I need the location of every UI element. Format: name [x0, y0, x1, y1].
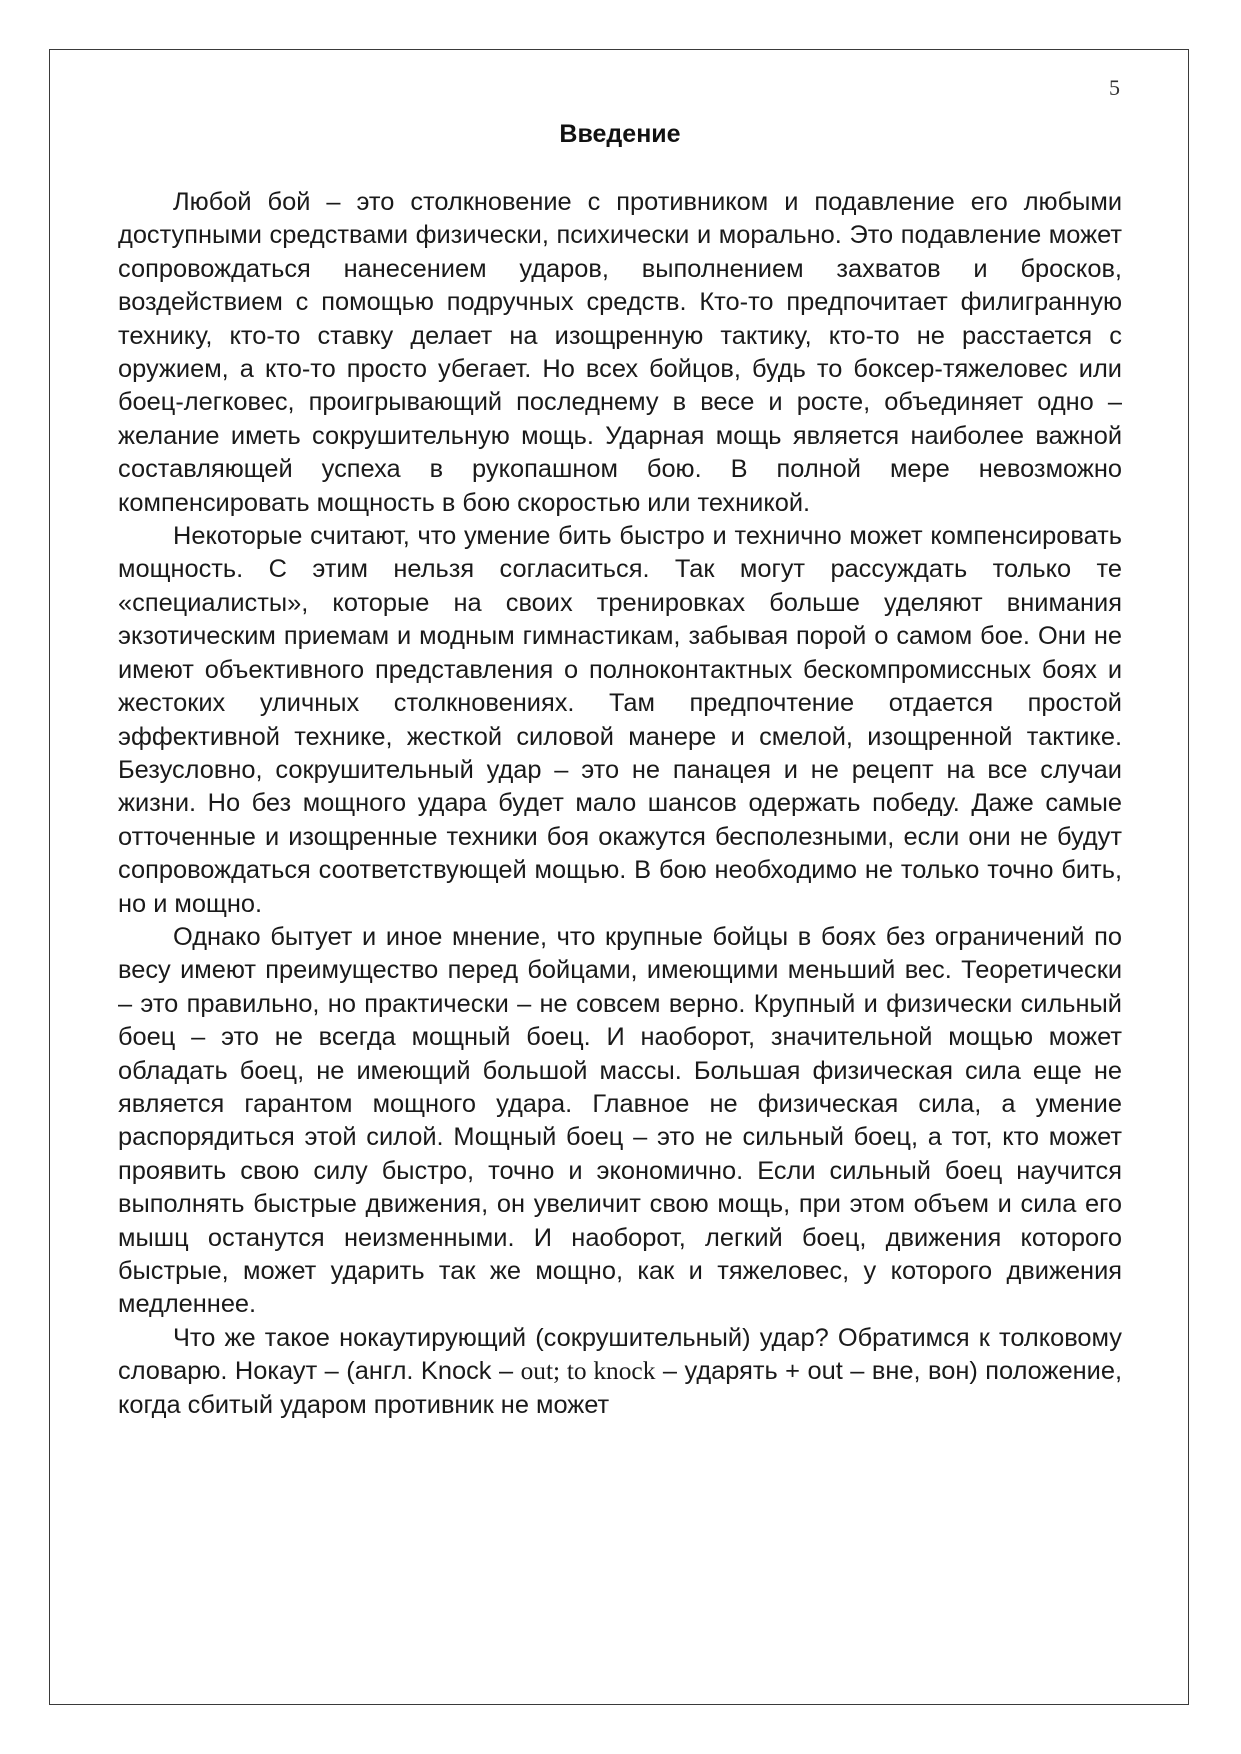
- paragraph: Некоторые считают, что умение бить быстро и технично может компенсировать мощность. С этим нельзя согласиться. Так могут рассуждать только те «специалисты», которые на своих тренировках больше уделяют внимания экзотическим приемам и модным гимнастикам, забывая порой о самом бое. Они не имеют объективного представления о полноконтактных бескомпромиссных боях и жестоких уличных столкновениях. Там предпочтение отдается простой эффективной технике, жесткой силовой манере и смелой, изощренной тактике. Безусловно, сокрушительный удар – это не панацея и не рецепт на все случаи жизни. Но без мощного удара будет мало шансов одержать победу. Даже самые отточенные и изощренные техники боя окажутся бесполезными, если они не будут сопровождаться соответствующей мощью. В бою необходимо не только точно бить, но и мощно.: [118, 522, 1122, 918]
- paragraph-serif-fragment: out; to knock: [520, 1357, 656, 1386]
- paragraph: Любой бой – это столкновение с противником и подавление его любыми доступными средствами физически, психически и морально. Это подавление может сопровождаться нанесением ударов, выполнением захватов и бросков, воздействием с помощью подручных средств. Кто-то предпочитает филигранную технику, кто-то ставку делает на изощренную тактику, кто-то не расстается с оружием, а кто-то просто убегает. Но всех бойцов, будь то боксер-тяжеловес или боец-легковес, проигрывающий последнему в весе и росте, объединяет одно – желание иметь сокрушительную мощь. Ударная мощь является наиболее важной составляющей успеха в рукопашном бою. В полной мере невозможно компенсировать мощность в бою скоростью или техникой.: [118, 188, 1122, 517]
- paragraph: Однако бытует и иное мнение, что крупные бойцы в боях без ограничений по весу имеют преимущество перед бойцами, имеющими меньший вес. Теоретически – это правильно, но практически – не совсем верно. Крупный и физически сильный боец – это не всегда мощный боец. И наоборот, значительной мощью может обладать боец, не имеющий большой массы. Большая физическая сила еще не является гарантом мощного удара. Главное не физическая сила, а умение распорядиться этой силой. Мощный боец – это не сильный боец, а тот, кто может проявить свою силу быстро, точно и экономично. Если сильный боец научится выполнять быстрые движения, он увеличит свою мощь, при этом объем и сила его мышц останутся неизменными. И наоборот, легкий боец, движения которого быстрые, может ударить так же мощно, как и тяжеловес, у которого движения медленнее.: [118, 922, 1122, 1319]
- paragraph-last: [118, 1322, 1122, 1422]
- body-text: [118, 186, 1122, 1422]
- section-heading: Введение: [559, 120, 681, 148]
- paragraph-text-start: Что же такое нокаутирующий (сокрушительный) удар? Обратимся к толковому словарю. Нокаут – (англ. Knock –: [118, 1323, 1122, 1386]
- paragraph-text-end: – ударять + out – вне, вон) положение, когда сбитый ударом противник не может: [118, 1357, 1122, 1419]
- page-number: 5: [1109, 75, 1120, 100]
